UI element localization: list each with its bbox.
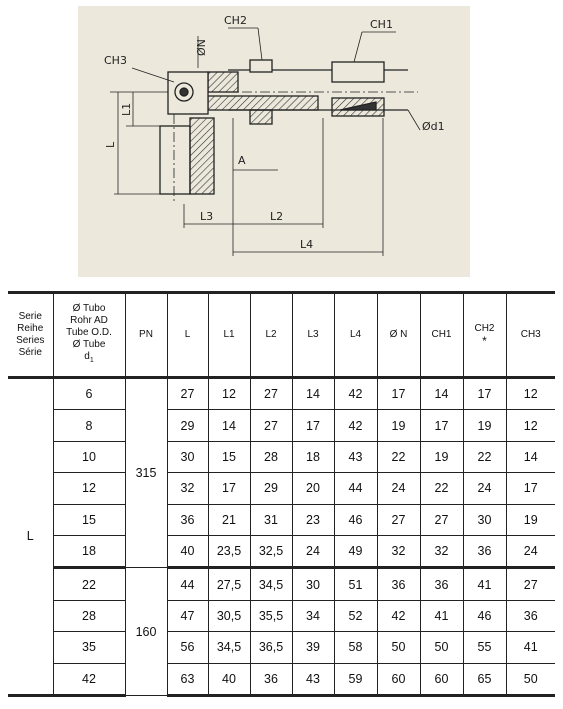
tube-cell: 10 xyxy=(53,441,125,472)
pn-cell: 160 xyxy=(125,568,167,696)
tube-cell: 22 xyxy=(53,568,125,600)
table-row xyxy=(8,632,555,663)
ch3-cell: 36 xyxy=(506,600,555,631)
label-on: ØN xyxy=(195,39,208,56)
l3-cell: 18 xyxy=(292,441,334,472)
ch2-cell: 65 xyxy=(463,663,506,695)
l4-cell: 49 xyxy=(334,535,377,567)
label-l: L xyxy=(104,141,117,148)
l4-cell: 44 xyxy=(334,473,377,504)
ch3-cell: 12 xyxy=(506,410,555,441)
l2-cell: 27 xyxy=(250,378,292,410)
tube-cell: 18 xyxy=(53,535,125,567)
ch1-cell: 50 xyxy=(420,632,463,663)
ch2-cell: 30 xyxy=(463,504,506,535)
tube-cell: 28 xyxy=(53,600,125,631)
header-l3: L3 xyxy=(292,293,334,378)
serie-cell: L xyxy=(8,378,53,696)
label-ch3: CH3 xyxy=(104,54,127,67)
l2-cell: 34,5 xyxy=(250,568,292,600)
ch3-cell: 27 xyxy=(506,568,555,600)
on-cell: 22 xyxy=(377,441,420,472)
ch2-cell: 24 xyxy=(463,473,506,504)
l3-cell: 43 xyxy=(292,663,334,695)
l1-cell: 27,5 xyxy=(208,568,250,600)
l3-cell: 17 xyxy=(292,410,334,441)
tube-cell: 35 xyxy=(53,632,125,663)
on-cell: 32 xyxy=(377,535,420,567)
fitting-cross-section xyxy=(78,6,470,277)
l-cell: 44 xyxy=(167,568,208,600)
l1-cell: 21 xyxy=(208,504,250,535)
l-cell: 27 xyxy=(167,378,208,410)
label-od1: Ød1 xyxy=(422,120,445,133)
l-cell: 30 xyxy=(167,441,208,472)
table-body xyxy=(8,378,555,696)
ch1-cell: 19 xyxy=(420,441,463,472)
ch3-cell: 41 xyxy=(506,632,555,663)
tube-cell: 15 xyxy=(53,504,125,535)
l3-cell: 30 xyxy=(292,568,334,600)
l-cell: 32 xyxy=(167,473,208,504)
table-row xyxy=(8,378,555,410)
header-l4: L4 xyxy=(334,293,377,378)
label-l1: L1 xyxy=(120,102,133,116)
header-l2: L2 xyxy=(250,293,292,378)
header-ch3: CH3 xyxy=(506,293,555,378)
tube-cell: 42 xyxy=(53,663,125,695)
l4-cell: 43 xyxy=(334,441,377,472)
ch2-cell: 19 xyxy=(463,410,506,441)
ch3-cell: 24 xyxy=(506,535,555,567)
l2-cell: 27 xyxy=(250,410,292,441)
tube-cell: 6 xyxy=(53,378,125,410)
header-tube: Ø Tubo Rohr AD Tube O.D. Ø Tube $d_1$ xyxy=(53,293,125,378)
l4-cell: 59 xyxy=(334,663,377,695)
ch1-cell: 22 xyxy=(420,473,463,504)
l1-cell: 40 xyxy=(208,663,250,695)
header-row xyxy=(8,293,555,378)
tube-cell: 8 xyxy=(53,410,125,441)
pn-cell: 315 xyxy=(125,378,167,568)
ch3-cell: 12 xyxy=(506,378,555,410)
l4-cell: 42 xyxy=(334,378,377,410)
header-serie: Serie Reihe Series Série xyxy=(16,311,45,358)
ch1-cell: 14 xyxy=(420,378,463,410)
ch1-cell: 32 xyxy=(420,535,463,567)
l3-cell: 23 xyxy=(292,504,334,535)
label-l3: L3 xyxy=(200,210,214,223)
l1-cell: 14 xyxy=(208,410,250,441)
l2-cell: 31 xyxy=(250,504,292,535)
header-ch1: CH1 xyxy=(420,293,463,378)
l3-cell: 24 xyxy=(292,535,334,567)
l3-cell: 34 xyxy=(292,600,334,631)
on-cell: 17 xyxy=(377,378,420,410)
l-cell: 40 xyxy=(167,535,208,567)
ch2-cell: 41 xyxy=(463,568,506,600)
label-l4: L4 xyxy=(300,238,314,251)
on-cell: 36 xyxy=(377,568,420,600)
table-row xyxy=(8,441,555,472)
header-l1: L1 xyxy=(208,293,250,378)
l2-cell: 29 xyxy=(250,473,292,504)
l4-cell: 42 xyxy=(334,410,377,441)
header-on: Ø N xyxy=(377,293,420,378)
ch2-cell: 46 xyxy=(463,600,506,631)
label-a: A xyxy=(238,154,246,167)
tube-cell: 12 xyxy=(53,473,125,504)
l-cell: 47 xyxy=(167,600,208,631)
ch2-cell: 17 xyxy=(463,378,506,410)
header-l: L xyxy=(167,293,208,378)
l4-cell: 46 xyxy=(334,504,377,535)
table-row xyxy=(8,473,555,504)
on-cell: 60 xyxy=(377,663,420,695)
ch3-cell: 14 xyxy=(506,441,555,472)
header-pn: PN xyxy=(125,293,167,378)
ch1-cell: 27 xyxy=(420,504,463,535)
dimension-table xyxy=(8,291,555,697)
ch2-cell: 55 xyxy=(463,632,506,663)
on-cell: 24 xyxy=(377,473,420,504)
on-cell: 50 xyxy=(377,632,420,663)
l-cell: 56 xyxy=(167,632,208,663)
ch3-cell: 17 xyxy=(506,473,555,504)
l2-cell: 36,5 xyxy=(250,632,292,663)
ch1-cell: 36 xyxy=(420,568,463,600)
l3-cell: 20 xyxy=(292,473,334,504)
on-cell: 27 xyxy=(377,504,420,535)
l2-cell: 32,5 xyxy=(250,535,292,567)
l1-cell: 12 xyxy=(208,378,250,410)
l1-cell: 30,5 xyxy=(208,600,250,631)
ch3-cell: 50 xyxy=(506,663,555,695)
header-ch2: CH2 * xyxy=(463,293,506,378)
table-row xyxy=(8,600,555,631)
ch1-cell: 60 xyxy=(420,663,463,695)
table-row xyxy=(8,568,555,600)
l-cell: 63 xyxy=(167,663,208,695)
on-cell: 42 xyxy=(377,600,420,631)
l1-cell: 34,5 xyxy=(208,632,250,663)
label-ch1: CH1 xyxy=(370,18,393,31)
l4-cell: 51 xyxy=(334,568,377,600)
l2-cell: 35,5 xyxy=(250,600,292,631)
l1-cell: 15 xyxy=(208,441,250,472)
ch1-cell: 17 xyxy=(420,410,463,441)
l3-cell: 39 xyxy=(292,632,334,663)
table-row xyxy=(8,663,555,695)
l-cell: 36 xyxy=(167,504,208,535)
ch2-cell: 36 xyxy=(463,535,506,567)
ch1-cell: 41 xyxy=(420,600,463,631)
l1-cell: 17 xyxy=(208,473,250,504)
l2-cell: 36 xyxy=(250,663,292,695)
l1-cell: 23,5 xyxy=(208,535,250,567)
label-ch2: CH2 xyxy=(224,14,247,27)
technical-drawing xyxy=(78,6,470,277)
table-row xyxy=(8,410,555,441)
l-cell: 29 xyxy=(167,410,208,441)
l2-cell: 28 xyxy=(250,441,292,472)
l3-cell: 14 xyxy=(292,378,334,410)
ch2-cell: 22 xyxy=(463,441,506,472)
table-row xyxy=(8,535,555,567)
on-cell: 19 xyxy=(377,410,420,441)
label-l2: L2 xyxy=(270,210,284,223)
ch3-cell: 19 xyxy=(506,504,555,535)
table-row xyxy=(8,504,555,535)
l4-cell: 52 xyxy=(334,600,377,631)
l4-cell: 58 xyxy=(334,632,377,663)
